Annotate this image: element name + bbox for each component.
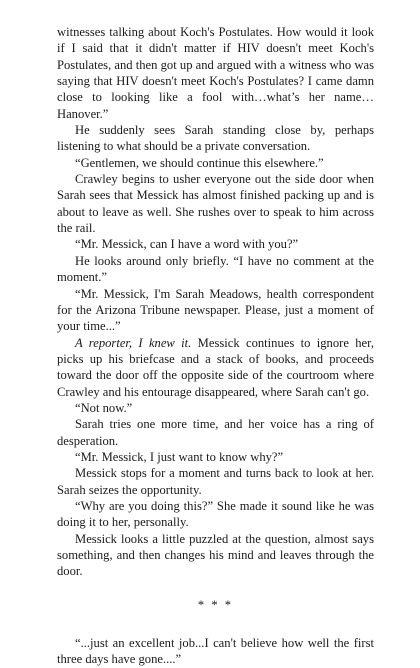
paragraph: Sarah tries one more time, and her voice has a ring of desperation. [57, 417, 374, 448]
paragraph: “Why are you doing this?” She made it sound like he was doing it to her, personally. [57, 498, 374, 530]
paragraph: “Gentlemen, we should continue this elsewhere.” [75, 155, 324, 170]
paragraph: Crawley begins to usher everyone out the side door when Sarah sees that Messick has almost finished packing up and is about to leave as well. She rushes over to speak to him across the rail. [57, 172, 374, 236]
body-text [57, 24, 374, 668]
paragraph: “Mr. Messick, I just want to know why?” [75, 449, 284, 464]
paragraph-text: Messick continues to ignore her, picks up his briefcase and a stack of books, and proceeds toward the door off the opposite side of the courtroom where Crawley and his entourage disappeared, where Sarah can't go. [57, 335, 374, 399]
scene-separator: * * * [197, 597, 234, 612]
paragraph: He looks around only briefly. “I have no comment at the moment.” [57, 253, 374, 285]
paragraph: He suddenly sees Sarah standing close by, perhaps listening to what should be a private conversation. [57, 123, 374, 154]
paragraph: Messick looks a little puzzled at the question, almost says something, and then changes his mind and leaves through the door. [57, 531, 374, 579]
paragraph: witnesses talking about Koch's Postulates. How would it look if I said that it didn't matter if HIV doesn't meet Koch's Postulates, and then got up and argued with a witness who was saying that HIV doesn't meet Koch's Postulates? I came damn close to looking like a fool with…what’s her name…Hanover.” [57, 25, 374, 121]
paragraph: “...just an excellent job...I can't believe how well the first three days have gone....” [57, 636, 374, 667]
paragraph: “Mr. Messick, I'm Sarah Meadows, health correspondent for the Arizona Tribune newspaper. Please, just a moment of your time...” [57, 286, 374, 334]
italic-thought: A reporter, I knew it. [75, 335, 192, 350]
paragraph: “Mr. Messick, can I have a word with you?” [75, 237, 299, 252]
paragraph [57, 335, 374, 400]
paragraph: “Not now.” [75, 400, 133, 415]
paragraph: Messick stops for a moment and turns back to look at her. Sarah seizes the opportunity. [57, 466, 374, 497]
